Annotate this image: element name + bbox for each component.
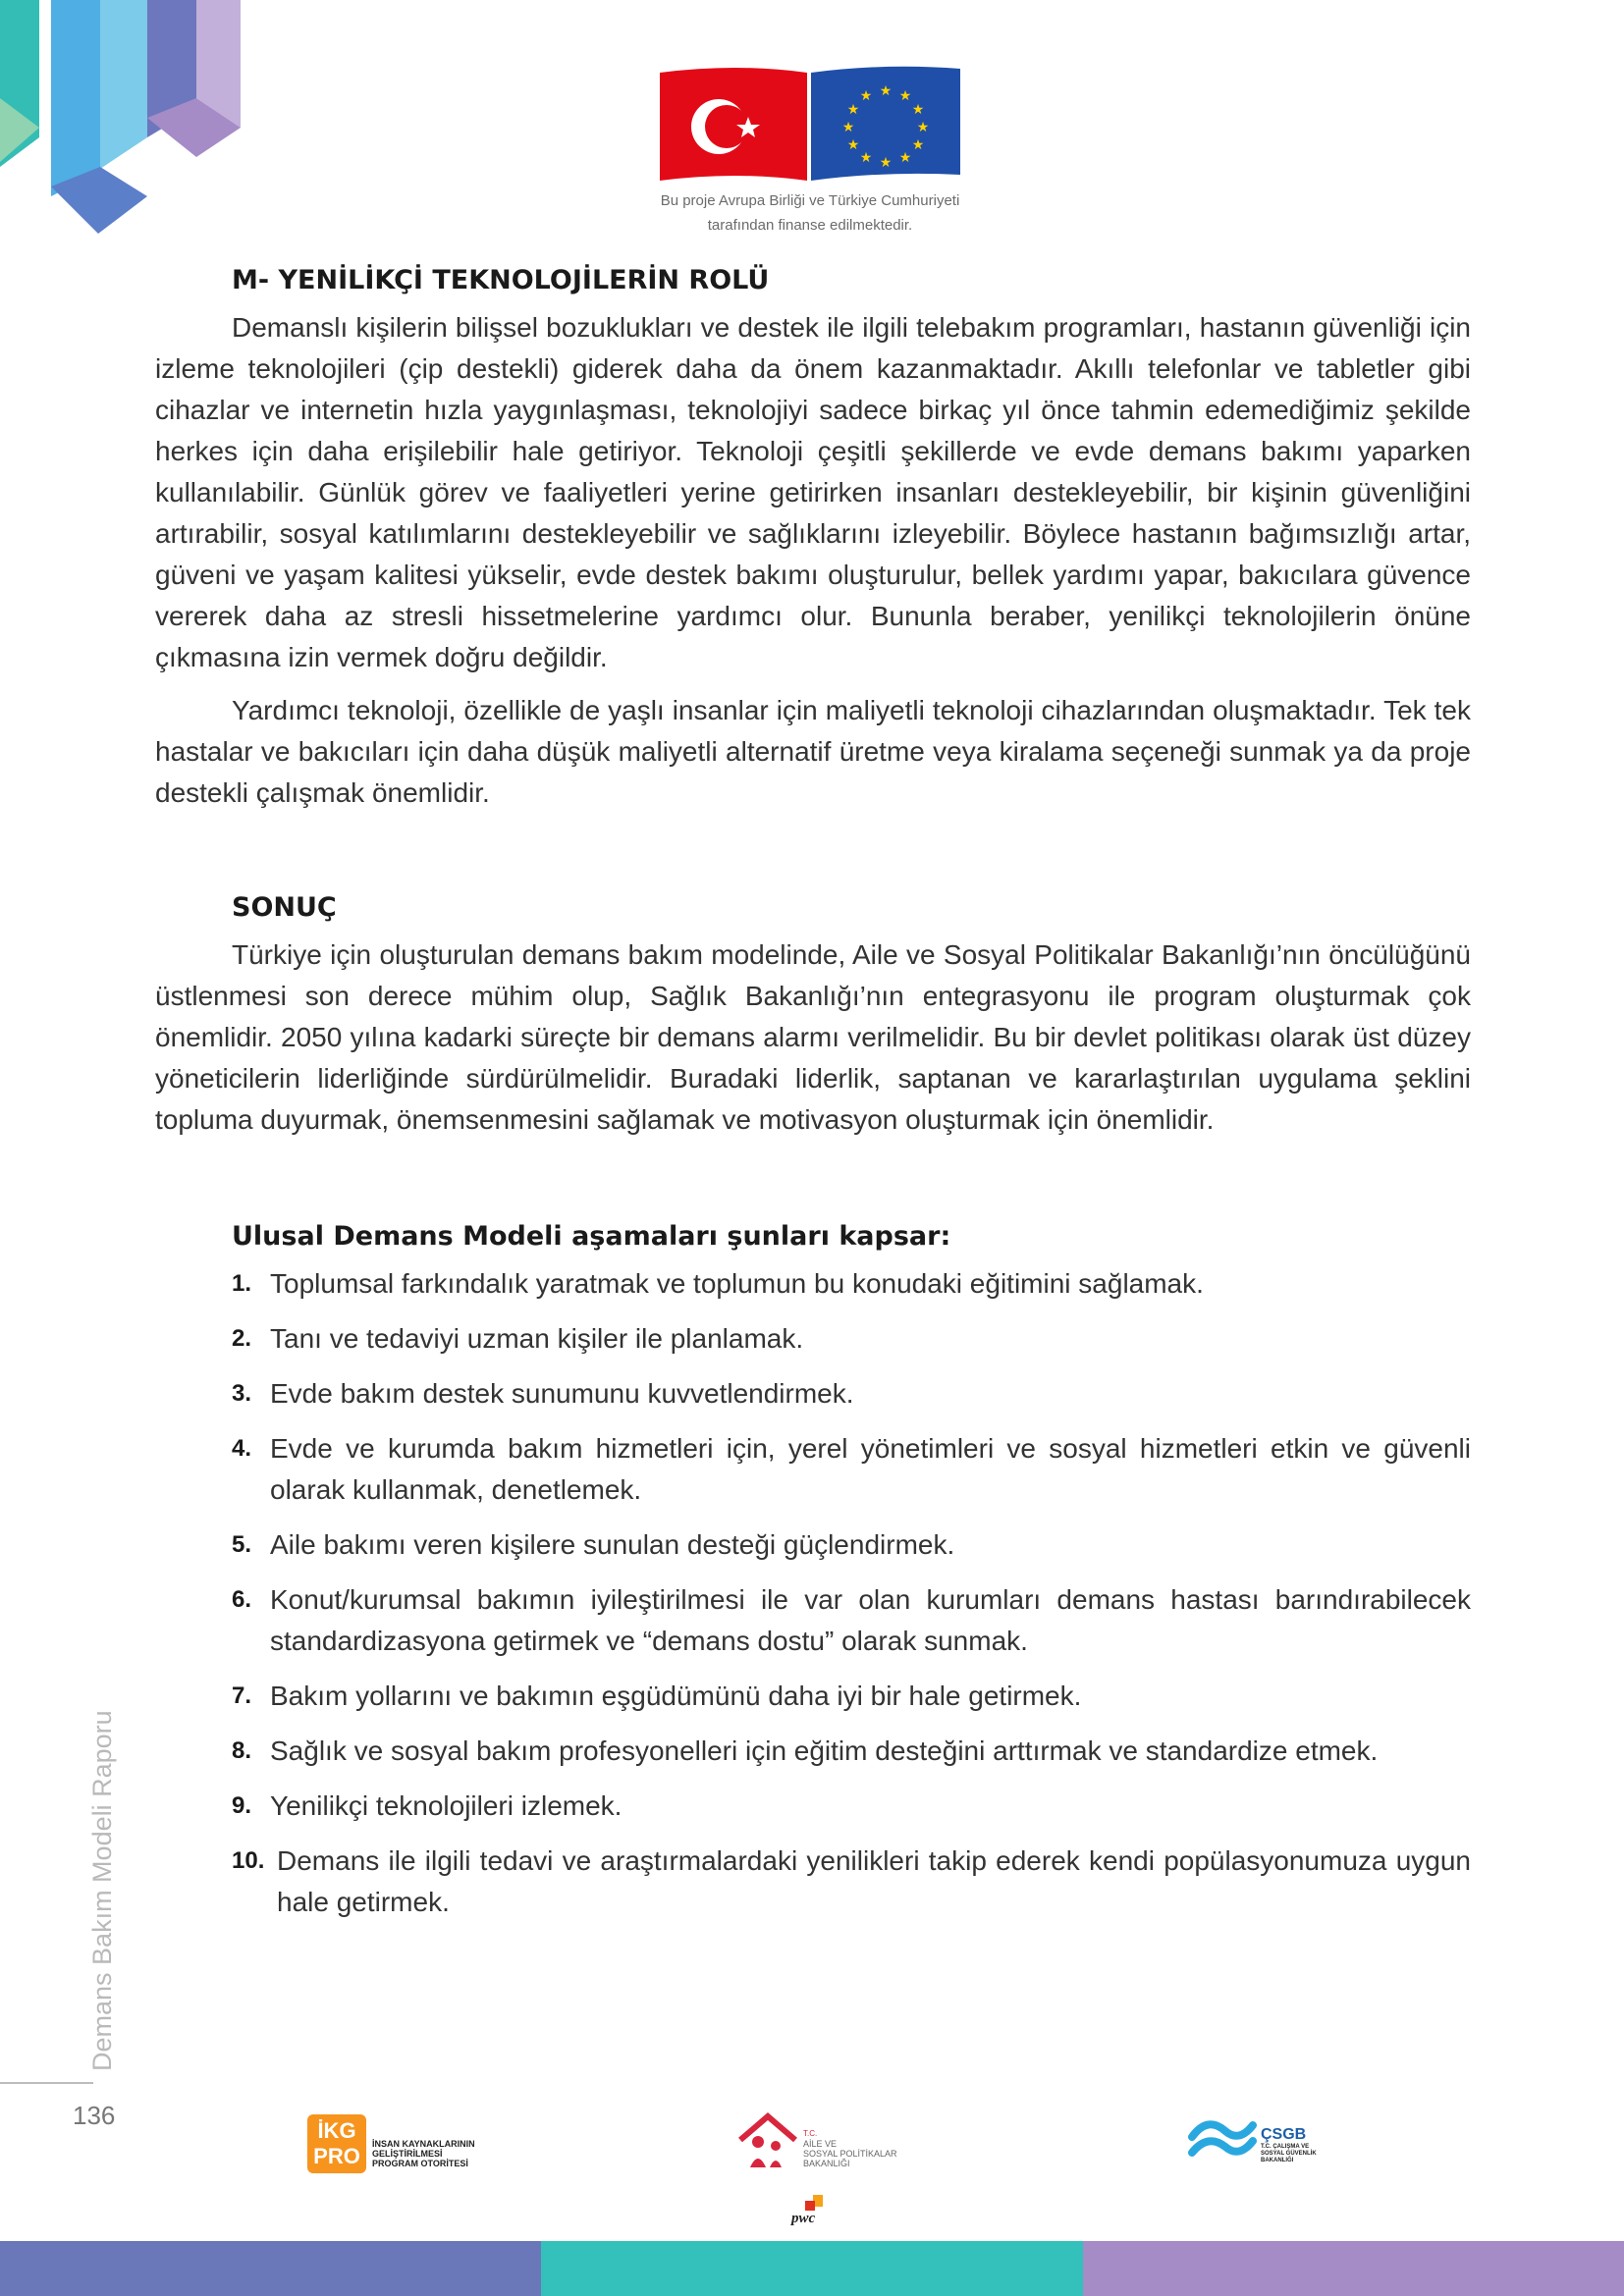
paragraph: Türkiye için oluşturulan demans bakım modelinde, Aile ve Sosyal Politikalar Bakanlığı’nın öncülüğünü üstlenmesi son derece mühim olup, Sağlık Bakanlığı’nın entegrasyonu ile program oluşturmak çok önemlidir. 2050 yılına kadarki süreçte bir demans alarmı verilmelidir. Bu bir devlet politikası olarak üst düzey yöneticilerin liderliğinde sürdürülmelidir. Buradaki liderlik, saptanan ve kararlaştırılan uygulama şeklini topluma duyurmak, önemsenmesini sağlamak ve motivasyon oluşturmak için önemlidir. bbox=[155, 939, 1471, 1135]
csgb-wave-icon bbox=[1188, 2115, 1257, 2164]
svg-text:★: ★ bbox=[898, 88, 912, 104]
list-number: 4. bbox=[232, 1435, 252, 1462]
list-text: Aile bakımı veren kişilere sunulan desteği güçlendirmek. bbox=[270, 1529, 955, 1560]
list-item bbox=[232, 1428, 1471, 1511]
list-item bbox=[232, 1318, 1471, 1360]
list-item bbox=[232, 1373, 1471, 1415]
list-number: 3. bbox=[232, 1380, 252, 1407]
corner-decoration bbox=[0, 0, 245, 236]
bar-segment-mid bbox=[541, 2241, 1082, 2296]
list-item bbox=[232, 1263, 1471, 1305]
csgb-line: SOSYAL GÜVENLİK bbox=[1261, 2151, 1317, 2157]
ikg-line: GELİŞTİRİLMESİ bbox=[372, 2149, 443, 2159]
footer-logos bbox=[0, 2110, 1624, 2238]
paragraph: Yardımcı teknoloji, özellikle de yaşlı insanlar için maliyetli teknoloji cihazlarından oluşmaktadır. Tek tek hastalar ve bakıcıları için daha düşük maliyetli alternatif üretme veya kiralama seçeneği sunmak ya da proje destekli çalışmak önemlidir. bbox=[155, 695, 1471, 808]
list-item bbox=[232, 1841, 1471, 1923]
list-text: Yenilikçi teknolojileri izlemek. bbox=[270, 1790, 623, 1821]
csgb-line: T.C. ÇALIŞMA VE bbox=[1261, 2144, 1310, 2150]
list-number: 9. bbox=[232, 1792, 252, 1819]
ikg-mark-top: İKG bbox=[317, 2118, 356, 2143]
page-content bbox=[155, 265, 1471, 1937]
side-divider bbox=[0, 2082, 93, 2084]
svg-text:★: ★ bbox=[911, 137, 925, 153]
list-text: Bakım yollarını ve bakımın eşgüdümünü daha iyi bir hale getirmek. bbox=[270, 1681, 1082, 1711]
eu-caption-line1: Bu proje Avrupa Birliği ve Türkiye Cumhuriyeti bbox=[660, 192, 960, 209]
csgb-line: BAKANLIĞI bbox=[1261, 2158, 1294, 2163]
svg-text:★: ★ bbox=[911, 102, 925, 118]
list-number: 8. bbox=[232, 1737, 252, 1764]
svg-text:★: ★ bbox=[859, 88, 873, 104]
ikg-line: PROGRAM OTORİTESİ bbox=[372, 2159, 468, 2168]
eu-turkey-logo bbox=[648, 65, 972, 241]
ikg-pro-logo bbox=[307, 2114, 475, 2173]
aile-line: T.C. bbox=[803, 2129, 818, 2138]
list-text: Konut/kurumsal bakımın iyileştirilmesi ile var olan kurumları demans hastası barındırabilecek standardizasyona getirmek ve “demans dostu” olarak sunmak. bbox=[270, 1584, 1471, 1656]
svg-text:★: ★ bbox=[879, 155, 893, 171]
list-text: Evde bakım destek sunumunu kuvvetlendirmek. bbox=[270, 1378, 854, 1409]
ikg-mark-bottom: PRO bbox=[313, 2144, 360, 2168]
svg-text:★: ★ bbox=[846, 102, 860, 118]
paragraph: Demanslı kişilerin bilişsel bozuklukları ve destek ile ilgili telebakım programları, hastanın güvenliği için izleme teknolojileri (çip destekli) giderek daha da önem kazanmaktadır. Akıllı telefonlar ve tabletler gibi cihazlar ve internetin hızla yaygınlaşması, teknolojiyi sadece birkaç yıl önce tahmin edemediğimiz şekilde herkes için daha erişilebilir hale getiriyor. Teknoloji çeşitli şekillerde ve evde demans bakımı yaparken kullanılabilir. Günlük görev ve faaliyetleri yerine getirirken insanları destekleyebilir, bir kişinin güvenliğini artırabilir, sosyal katılımlarını destekleyebilir ve sağlıklarını izleyebilir. Böylece hastanın bağımsızlığı artar, güveni ve yaşam kalitesi yükselir, evde destek bakımı oluşturulur, bellek yardımı yapar, bakıcılara güvence vererek daha az stresli hissetmelerine yardımcı olur. Bununla beraber, yenilikçi teknolojilerin önüne çıkmasına izin vermek doğru değildir. bbox=[155, 312, 1471, 672]
list-item bbox=[232, 1731, 1471, 1772]
list-text: Tanı ve tedaviyi uzman kişiler ile planlamak. bbox=[270, 1323, 804, 1354]
svg-text:★: ★ bbox=[898, 150, 912, 166]
list-number: 10. bbox=[232, 1847, 265, 1874]
list-item bbox=[232, 1676, 1471, 1717]
aile-line: BAKANLIĞI bbox=[803, 2159, 850, 2168]
ikg-line: İNSAN KAYNAKLARININ bbox=[372, 2139, 475, 2149]
bar-segment-right bbox=[1083, 2241, 1624, 2296]
page-number: 136 bbox=[73, 2101, 116, 2130]
pwc-text: pwc bbox=[791, 2211, 816, 2226]
section-heading-technology: M- YENİLİKÇİ TEKNOLOJİLERİN ROLÜ bbox=[232, 265, 770, 295]
flags-icon bbox=[658, 65, 962, 187]
csgb-name: ÇSGB bbox=[1261, 2126, 1307, 2143]
list-number: 7. bbox=[232, 1682, 252, 1709]
list-number: 5. bbox=[232, 1531, 252, 1558]
list-item bbox=[232, 1524, 1471, 1566]
pwc-logo bbox=[785, 2195, 831, 2230]
model-stages-list bbox=[232, 1263, 1471, 1923]
list-text: Sağlık ve sosyal bakım profesyonelleri için eğitim desteğini arttırmak ve standardize etmek. bbox=[270, 1735, 1379, 1766]
aile-bakanligi-logo bbox=[736, 2110, 897, 2173]
report-side-title: Demans Bakım Modeli Raporu bbox=[87, 1710, 117, 2071]
list-item bbox=[232, 1579, 1471, 1662]
list-text: Demans ile ilgili tedavi ve araştırmalardaki yenilikleri takip ederek kendi popülasyonumuza uygun hale getirmek. bbox=[277, 1845, 1471, 1917]
list-number: 2. bbox=[232, 1325, 252, 1352]
svg-text:★: ★ bbox=[846, 137, 860, 153]
eu-caption-line2: tarafından finanse edilmektedir. bbox=[707, 217, 913, 234]
svg-text:★: ★ bbox=[879, 83, 893, 99]
bottom-color-bar bbox=[0, 2241, 1624, 2296]
list-text: Evde ve kurumda bakım hizmetleri için, yerel yönetimleri ve sosyal hizmetleri etkin ve güvenli olarak kullanmak, denetlemek. bbox=[270, 1433, 1471, 1505]
list-item bbox=[232, 1786, 1471, 1827]
aile-line: SOSYAL POLİTİKALAR bbox=[803, 2149, 897, 2159]
family-house-icon bbox=[736, 2110, 799, 2173]
svg-text:★: ★ bbox=[916, 120, 930, 135]
svg-text:★: ★ bbox=[859, 150, 873, 166]
section-heading-model-stages: Ulusal Demans Modeli aşamaları şunları kapsar: bbox=[232, 1221, 951, 1252]
list-text: Toplumsal farkındalık yaratmak ve toplumun bu konudaki eğitimini sağlamak. bbox=[270, 1268, 1204, 1299]
csgb-logo bbox=[1188, 2114, 1317, 2164]
section-heading-conclusion: SONUÇ bbox=[232, 892, 337, 923]
list-number: 6. bbox=[232, 1586, 252, 1613]
list-number: 1. bbox=[232, 1270, 252, 1297]
aile-line: AİLE VE bbox=[803, 2139, 838, 2149]
bar-segment-left bbox=[0, 2241, 541, 2296]
svg-text:★: ★ bbox=[841, 120, 855, 135]
